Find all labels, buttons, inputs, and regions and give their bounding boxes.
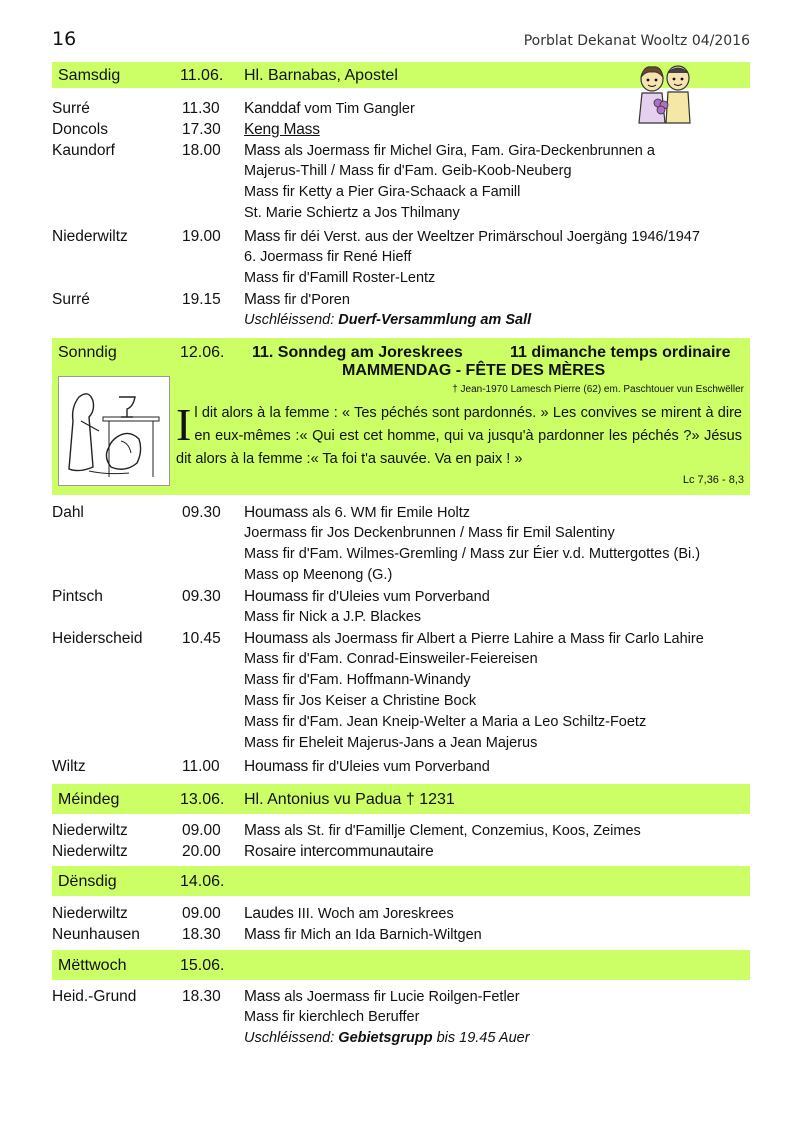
entry-text bbox=[244, 119, 320, 141]
day-date: 14.06. bbox=[180, 873, 225, 890]
page-number: 16 bbox=[52, 28, 77, 50]
continuation-line: Mass fir Ketty a Pier Gira-Schaack a Famill bbox=[244, 184, 521, 200]
continuation-line: Mass fir d'Fam. Wilmes-Gremling / Mass zur Éier v.d. Muttergottes (Bi.) bbox=[244, 546, 701, 562]
continuation-line: Mass fir d'Fam. Hoffmann-Winandy bbox=[244, 672, 471, 688]
note-event: Duerf-Versammlung am Sall bbox=[338, 312, 532, 328]
keyword: Laudes bbox=[244, 905, 294, 922]
keyword: Houmass bbox=[244, 504, 309, 521]
entry-row bbox=[52, 98, 750, 119]
gospel-reference: Lc 7,36 - 8,3 bbox=[682, 474, 744, 486]
time: 09.30 bbox=[182, 504, 221, 521]
entry-text bbox=[244, 903, 454, 925]
continuation-line: Majerus-Thill / Mass fir d'Fam. Geib-Koob-Neuberg bbox=[244, 163, 572, 179]
detail: fir d'Poren bbox=[280, 292, 350, 308]
entry-text bbox=[244, 756, 490, 778]
keyword: Mass bbox=[244, 822, 281, 839]
continuation-line: 6. Joermass fir René Hieff bbox=[244, 249, 412, 265]
note-label: Uschléissend: bbox=[244, 1030, 339, 1046]
note-time: bis 19.45 Auer bbox=[432, 1030, 530, 1046]
continuation-line: Mass fir Nick a J.P. Blackes bbox=[244, 609, 422, 625]
note-event: Gebietsgrupp bbox=[338, 1030, 433, 1046]
detail: als Joermass fir Albert a Pierre Lahire a Mass fir Carlo Lahire bbox=[308, 631, 704, 647]
day-name: Sonndig bbox=[58, 344, 117, 361]
day-date: 15.06. bbox=[180, 957, 225, 974]
publication-title: Porblat Dekanat Wooltz 04/2016 bbox=[523, 33, 750, 49]
day-date: 11.06. bbox=[180, 67, 224, 84]
time: 09.00 bbox=[182, 905, 221, 922]
keyword: Mass bbox=[244, 988, 281, 1005]
entry-row bbox=[52, 986, 750, 1007]
detail: III. Woch am Joreskrees bbox=[293, 906, 454, 922]
time: 09.30 bbox=[182, 588, 221, 605]
continuation-line bbox=[244, 310, 531, 331]
entry-text bbox=[244, 98, 415, 120]
entry-row bbox=[52, 924, 750, 945]
continuation-line: Joermass fir Jos Deckenbrunnen / Mass fir Emil Salentiny bbox=[244, 525, 615, 541]
detail: fir d'Uleies vum Porverband bbox=[308, 589, 490, 605]
feast-name: 11. Sonndeg am Joreskrees bbox=[252, 344, 463, 361]
entry-row bbox=[52, 756, 750, 777]
keyword: Houmass bbox=[244, 758, 309, 775]
keyword: Mass bbox=[244, 926, 281, 943]
place: Niederwiltz bbox=[52, 228, 128, 245]
entry-row bbox=[52, 586, 750, 607]
continuation-line bbox=[244, 1028, 530, 1049]
time: 11.00 bbox=[182, 758, 220, 775]
time: 17.30 bbox=[182, 121, 221, 138]
time: 18.30 bbox=[182, 926, 221, 943]
time: 19.15 bbox=[182, 291, 221, 308]
entry-row bbox=[52, 226, 750, 247]
feast-subtitle: MAMMENDAG - FÊTE DES MÈRES bbox=[342, 362, 606, 379]
feast-name: Hl. Antonius vu Padua † 1231 bbox=[244, 791, 455, 808]
continuation-line: Mass fir d'Famill Roster-Lentz bbox=[244, 270, 436, 286]
continuation-line: Mass fir Eheleit Majerus-Jans a Jean Majerus bbox=[244, 735, 538, 751]
keyword: Houmass bbox=[244, 630, 309, 647]
day-date: 13.06. bbox=[180, 791, 225, 808]
continuation-line: St. Marie Schiertz a Jos Thilmany bbox=[244, 205, 460, 221]
place: Wiltz bbox=[52, 758, 86, 775]
time: 20.00 bbox=[182, 843, 221, 860]
day-header-densdig bbox=[52, 866, 750, 896]
time: 11.30 bbox=[182, 100, 220, 117]
place: Neunhausen bbox=[52, 926, 140, 943]
place: Dahl bbox=[52, 504, 84, 521]
entry-text bbox=[244, 140, 655, 162]
detail: als Joermass fir Michel Gira, Fam. Gira-Deckenbrunnen a bbox=[280, 143, 655, 159]
place: Doncols bbox=[52, 121, 108, 138]
note-label: Uschléissend: bbox=[244, 312, 339, 328]
time: 18.00 bbox=[182, 142, 221, 159]
place: Niederwiltz bbox=[52, 822, 128, 839]
continuation-line: Mass fir kierchlech Beruffer bbox=[244, 1009, 420, 1025]
feast-name-fr: 11 dimanche temps ordinaire bbox=[510, 344, 731, 361]
keyword: Kanddaf bbox=[244, 100, 301, 117]
detail: als 6. WM fir Emile Holtz bbox=[308, 505, 471, 521]
place: Niederwiltz bbox=[52, 905, 128, 922]
entry-row bbox=[52, 841, 750, 862]
day-date: 12.06. bbox=[180, 344, 225, 361]
day-name: Méindeg bbox=[58, 791, 120, 808]
continuation-line: Mass fir d'Fam. Conrad-Einsweiler-Feiereisen bbox=[244, 651, 538, 667]
time: 09.00 bbox=[182, 822, 221, 839]
day-name: Mëttwoch bbox=[58, 957, 127, 974]
entry-row bbox=[52, 502, 750, 523]
entry-row bbox=[52, 119, 750, 140]
place: Surré bbox=[52, 291, 90, 308]
detail: als Joermass fir Lucie Roilgen-Fetler bbox=[280, 989, 520, 1005]
foot-washing-illustration bbox=[58, 376, 170, 486]
time: 10.45 bbox=[182, 630, 221, 647]
obituary-note: † Jean-1970 Lamesch Pierre (62) em. Paschtouer vun Eschwëller bbox=[452, 384, 744, 395]
entry-text bbox=[244, 586, 490, 608]
keyword: Mass bbox=[244, 142, 281, 159]
day-header-mettwoch bbox=[52, 950, 750, 980]
time: 18.30 bbox=[182, 988, 221, 1005]
entry-row bbox=[52, 903, 750, 924]
place: Kaundorf bbox=[52, 142, 115, 159]
continuation-line: Mass fir d'Fam. Jean Kneip-Welter a Maria a Leo Schiltz-Foetz bbox=[244, 714, 647, 730]
entry-text bbox=[244, 924, 482, 946]
detail: als St. fir d'Famillje Clement, Conzemius, Koos, Zeimes bbox=[280, 823, 641, 839]
entry-text bbox=[244, 289, 350, 311]
detail: fir d'Uleies vum Porverband bbox=[308, 759, 490, 775]
gospel-text: l dit alors à la femme : « Tes péchés sont pardonnés. » Les convives se mirent à dire en eux-mêmes :« Qui est cet homme, qui va jusqu'à pardonner les péchés ?» Jésus dit alors à la femme :« Ta foi t'a sauvée. Va en paix ! » bbox=[176, 405, 742, 467]
keyword: Houmass bbox=[244, 588, 309, 605]
keyword: Keng Mass bbox=[244, 121, 320, 138]
entry-text bbox=[244, 841, 434, 863]
entry-text bbox=[244, 986, 520, 1008]
entry-text bbox=[244, 628, 704, 650]
place: Heiderscheid bbox=[52, 630, 143, 647]
entry-row bbox=[52, 820, 750, 841]
place: Niederwiltz bbox=[52, 843, 128, 860]
keyword: Rosaire intercommunautaire bbox=[244, 843, 434, 860]
continuation-line: Mass fir Jos Keiser a Christine Bock bbox=[244, 693, 477, 709]
gospel-quote bbox=[176, 399, 742, 471]
day-block-sonndig bbox=[52, 338, 750, 495]
day-name: Dënsdig bbox=[58, 873, 117, 890]
continuation-line: Mass op Meenong (G.) bbox=[244, 567, 393, 583]
place: Surré bbox=[52, 100, 90, 117]
keyword: Mass bbox=[244, 228, 281, 245]
place: Pintsch bbox=[52, 588, 103, 605]
entry-row bbox=[52, 628, 750, 649]
entry-text bbox=[244, 820, 641, 842]
entry-row bbox=[52, 289, 750, 310]
detail: fir déi Verst. aus der Weeltzer Primärschoul Joergäng 1946/1947 bbox=[280, 229, 700, 245]
day-name: Samsdig bbox=[58, 67, 121, 84]
detail: vom Tim Gangler bbox=[300, 101, 415, 117]
feast-name: Hl. Barnabas, Apostel bbox=[244, 67, 398, 84]
day-header-meindeg bbox=[52, 784, 750, 814]
keyword: Mass bbox=[244, 291, 281, 308]
drop-cap: I bbox=[176, 399, 192, 450]
entry-text bbox=[244, 226, 700, 248]
detail: fir Mich an Ida Barnich-Wiltgen bbox=[280, 927, 482, 943]
entry-row bbox=[52, 140, 750, 161]
entry-text bbox=[244, 502, 470, 524]
time: 19.00 bbox=[182, 228, 221, 245]
place: Heid.-Grund bbox=[52, 988, 137, 1005]
